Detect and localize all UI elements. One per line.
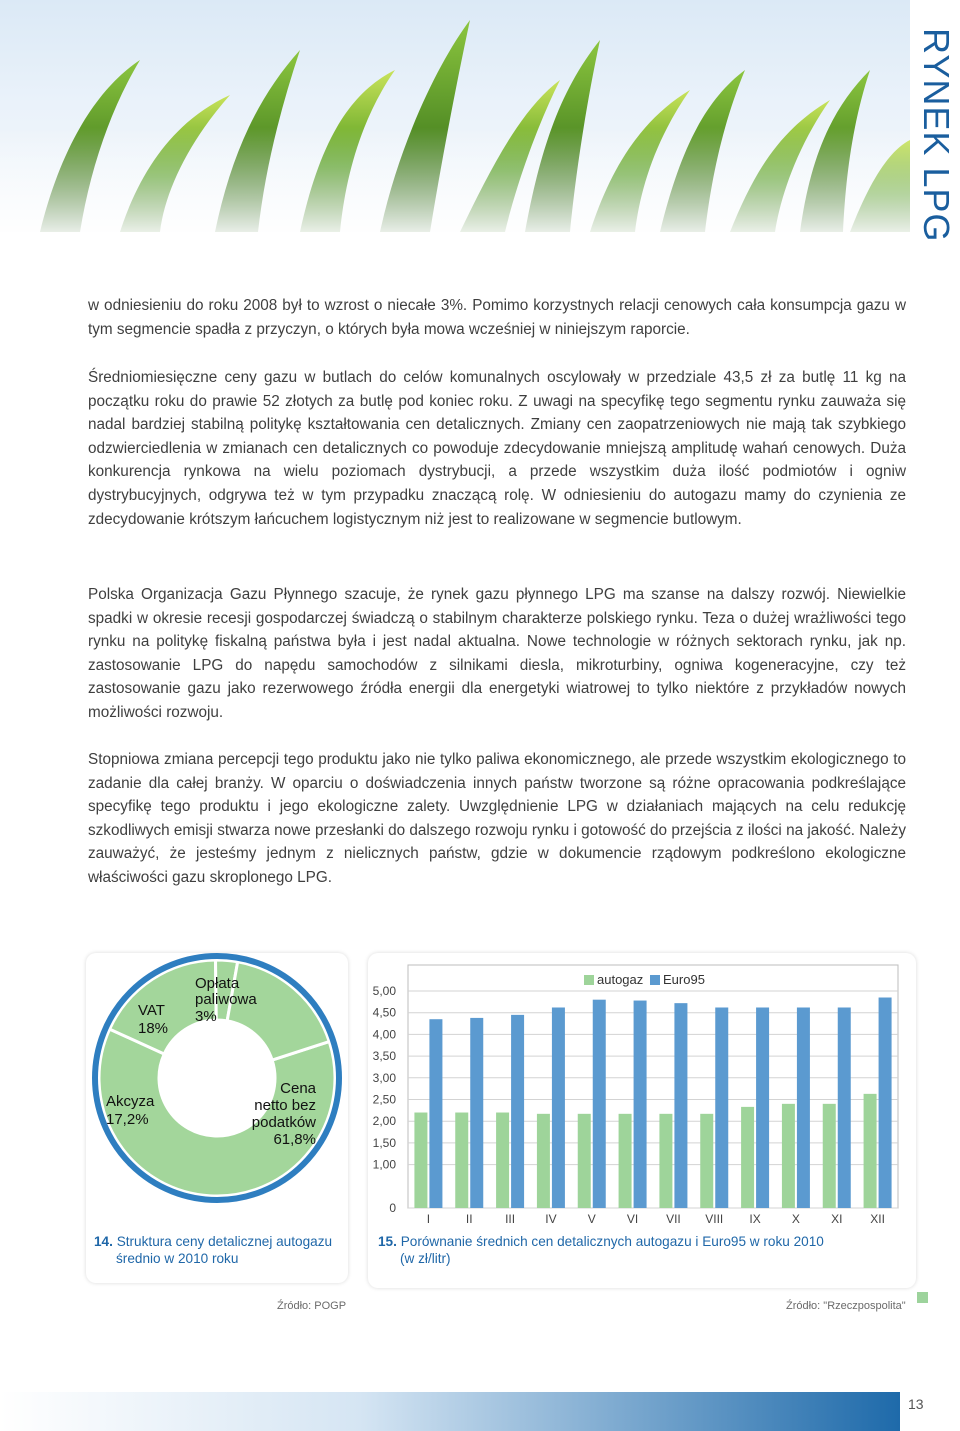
price-structure-donut-chart [86,953,348,1223]
x-tick-label: IV [545,1212,557,1226]
figure-14-number: 14. [94,1234,113,1249]
label-vat: VAT [138,1002,165,1019]
x-tick-label: XII [870,1212,885,1226]
bar-autogaz-XI [823,1104,836,1208]
legend-autogaz-label: autogaz [597,972,644,987]
bar-euro95-VII [674,1003,687,1208]
y-tick-label: 1,50 [372,1135,396,1150]
x-tick-label: V [587,1212,596,1226]
bar-autogaz-IV [537,1114,550,1208]
label-cena: Cena [280,1080,316,1097]
bar-autogaz-X [782,1104,795,1208]
x-tick-label: II [465,1212,473,1226]
x-tick-label: I [426,1212,431,1226]
label-vat-value: 18% [138,1020,169,1037]
y-tick-label: 2,50 [372,1092,396,1107]
bar-euro95-XII [879,998,892,1208]
grass-illustration [0,0,910,232]
legend-euro95-swatch [650,975,660,985]
x-tick-label: III [505,1212,516,1226]
y-tick-label: 1,00 [372,1157,396,1172]
y-tick-label: 4,00 [372,1027,396,1042]
label-oplata: Opłata [195,975,240,992]
y-tick-label: 2,00 [372,1114,396,1129]
decorative-square [917,1292,928,1303]
bar-autogaz-VIII [700,1114,713,1208]
bar-euro95-VI [634,1001,647,1208]
paragraph-3: Polska Organizacja Gazu Płynnego szacuje, że rynek gazu płynnego LPG ma szanse na dalszy rozwój. Niewielkie spadki w okresie recesji gospodarczej świadczą o stabilnym charakterze polskiego rynku. Teza o dużej wrażliwości tego rynku na politykę fiskalną państwa była i jest nadal aktualna. Nowe technologie w różnych sektorach rynku, jak np. zastosowanie LPG do napędu samochodów z silnikami diesla, mikroturbiny, ogniwa kogeneracyjne, czy też zastosowanie gazu jako rezerwowego źródła energii dla energetyki wiatrowej to tylko niektóre z przykładów nowych możliwości rozwoju. [88,586,906,721]
price-comparison-bar-chart [368,953,916,1233]
figure-15-source: Źródło: "Rzeczpospolita" [786,1300,906,1312]
chart-legend [584,972,705,987]
figure-15-caption [378,1233,898,1267]
bar-autogaz-II [455,1113,468,1208]
label-cena-value: 61,8% [273,1131,316,1148]
bar-euro95-II [470,1018,483,1208]
bar-autogaz-V [578,1114,591,1208]
x-tick-label: X [791,1212,800,1226]
bar-euro95-III [511,1015,524,1208]
bar-euro95-VIII [715,1007,728,1208]
label-oplata-2: paliwowa [195,991,257,1008]
figure-15-caption-line2: (w zł/litr) [400,1251,451,1266]
bar-autogaz-VI [619,1114,632,1208]
x-tick-label: VII [666,1212,681,1226]
label-cena-3: podatków [251,1114,316,1131]
label-cena-2: netto bez [254,1097,316,1114]
paragraph-1: w odniesieniu do roku 2008 był to wzrost o niecałe 3%. Pomimo korzystnych relacji cenowych cała konsumpcja gazu w tym segmencie spadła z przyczyn, o których była mowa wcześniej w niniejszym raporcie. [88,297,906,338]
y-tick-label: 3,00 [372,1070,396,1085]
page-number: 13 [908,1396,924,1412]
paragraph-4: Stopniowa zmiana percepcji tego produktu jako nie tylko paliwa ekonomicznego, ale przede wszystkim ekologicznego to zadanie dla całej branży. W oparciu o doświadczenia innych państw tworzone są różne opracowania podkreślające specyfikę tego produktu i jego ekologiczne zalety. Uwzględnienie LPG w działaniach mających na celu redukcję szkodliwych emisji stwarza nowe przesłanki do dalszego rozwoju rynku i gotowość do przejścia z ilości na jakość. Należy zauważyć, że jesteśmy jednym z nielicznych państw, gdzie w dokumencie rządowym podkreślono ekologiczne właściwości gazu skroplonego LPG. [88,751,906,886]
paragraph-2: Średniomiesięczne ceny gazu w butlach do celów komunalnych oscylowały w przedziale 43,5 zł za butlę 11 kg na początku roku do prawie 52 złotych za butlę pod koniec roku. Z uwagi na specyfikę tego segmentu rynku zauważa się nadal bardziej stabilną politykę kształtowania cen detalicznych. Zmiany cen zaopatrzeniowych nie mają tak szybkiego odzwierciedlenia w zmianach cen detalicznych co powoduje zdecydowanie mniejszą amplitudę wahań cenowych. Duża konkurencja rynkowa na wielu poziomach dystrybucji, a przede wszystkim duża ilość podmiotów i ogniw dystrybucyjnych, odgrywa też w tym przypadku znaczącą rolę. W odniesieniu do autogazu mamy do czynienia ze zdecydowanie krótszym łańcuchem logistycznym niż jest to realizowane w segmencie butlowym. [88,369,906,528]
bar-autogaz-I [414,1113,427,1208]
y-tick-label: 4,50 [372,1005,396,1020]
y-tick-label: 3,50 [372,1049,396,1064]
bar-euro95-IV [552,1007,565,1208]
x-tick-label: VIII [705,1212,724,1226]
footer-bar [0,1392,900,1431]
bar-autogaz-VII [659,1114,672,1208]
bar-autogaz-XII [864,1094,877,1208]
x-tick-label: VI [626,1212,639,1226]
figure-14-caption [94,1233,344,1267]
figure-14-caption-line2: średnio w 2010 roku [116,1251,239,1266]
bar-euro95-XI [838,1007,851,1208]
x-tick-label: IX [749,1212,761,1226]
bar-euro95-V [593,1000,606,1208]
bar-euro95-I [429,1019,442,1208]
y-tick-label: 0 [389,1201,396,1215]
legend-autogaz-swatch [584,975,594,985]
bar-autogaz-IX [741,1107,754,1208]
figure-14-source: Źródło: POGP [277,1300,347,1312]
figure-14-caption-line1: Struktura ceny detalicznej autogazu [116,1234,333,1249]
label-akcyza-value: 17,2% [106,1111,149,1128]
figure-15-caption-line1: Porównanie średnich cen detalicznych autogazu i Euro95 w roku 2010 [400,1234,824,1249]
label-akcyza: Akcyza [106,1093,155,1110]
legend-euro95-label: Euro95 [663,972,705,987]
bar-euro95-IX [756,1007,769,1208]
figure-15-number: 15. [378,1234,397,1249]
label-oplata-value: 3% [195,1008,217,1025]
bar-autogaz-III [496,1113,509,1208]
section-title: RYNEK LPG [916,28,957,243]
bar-euro95-X [797,1007,810,1208]
grass-banner [0,0,910,232]
x-tick-label: XI [831,1212,843,1226]
y-tick-label: 5,00 [372,984,396,998]
